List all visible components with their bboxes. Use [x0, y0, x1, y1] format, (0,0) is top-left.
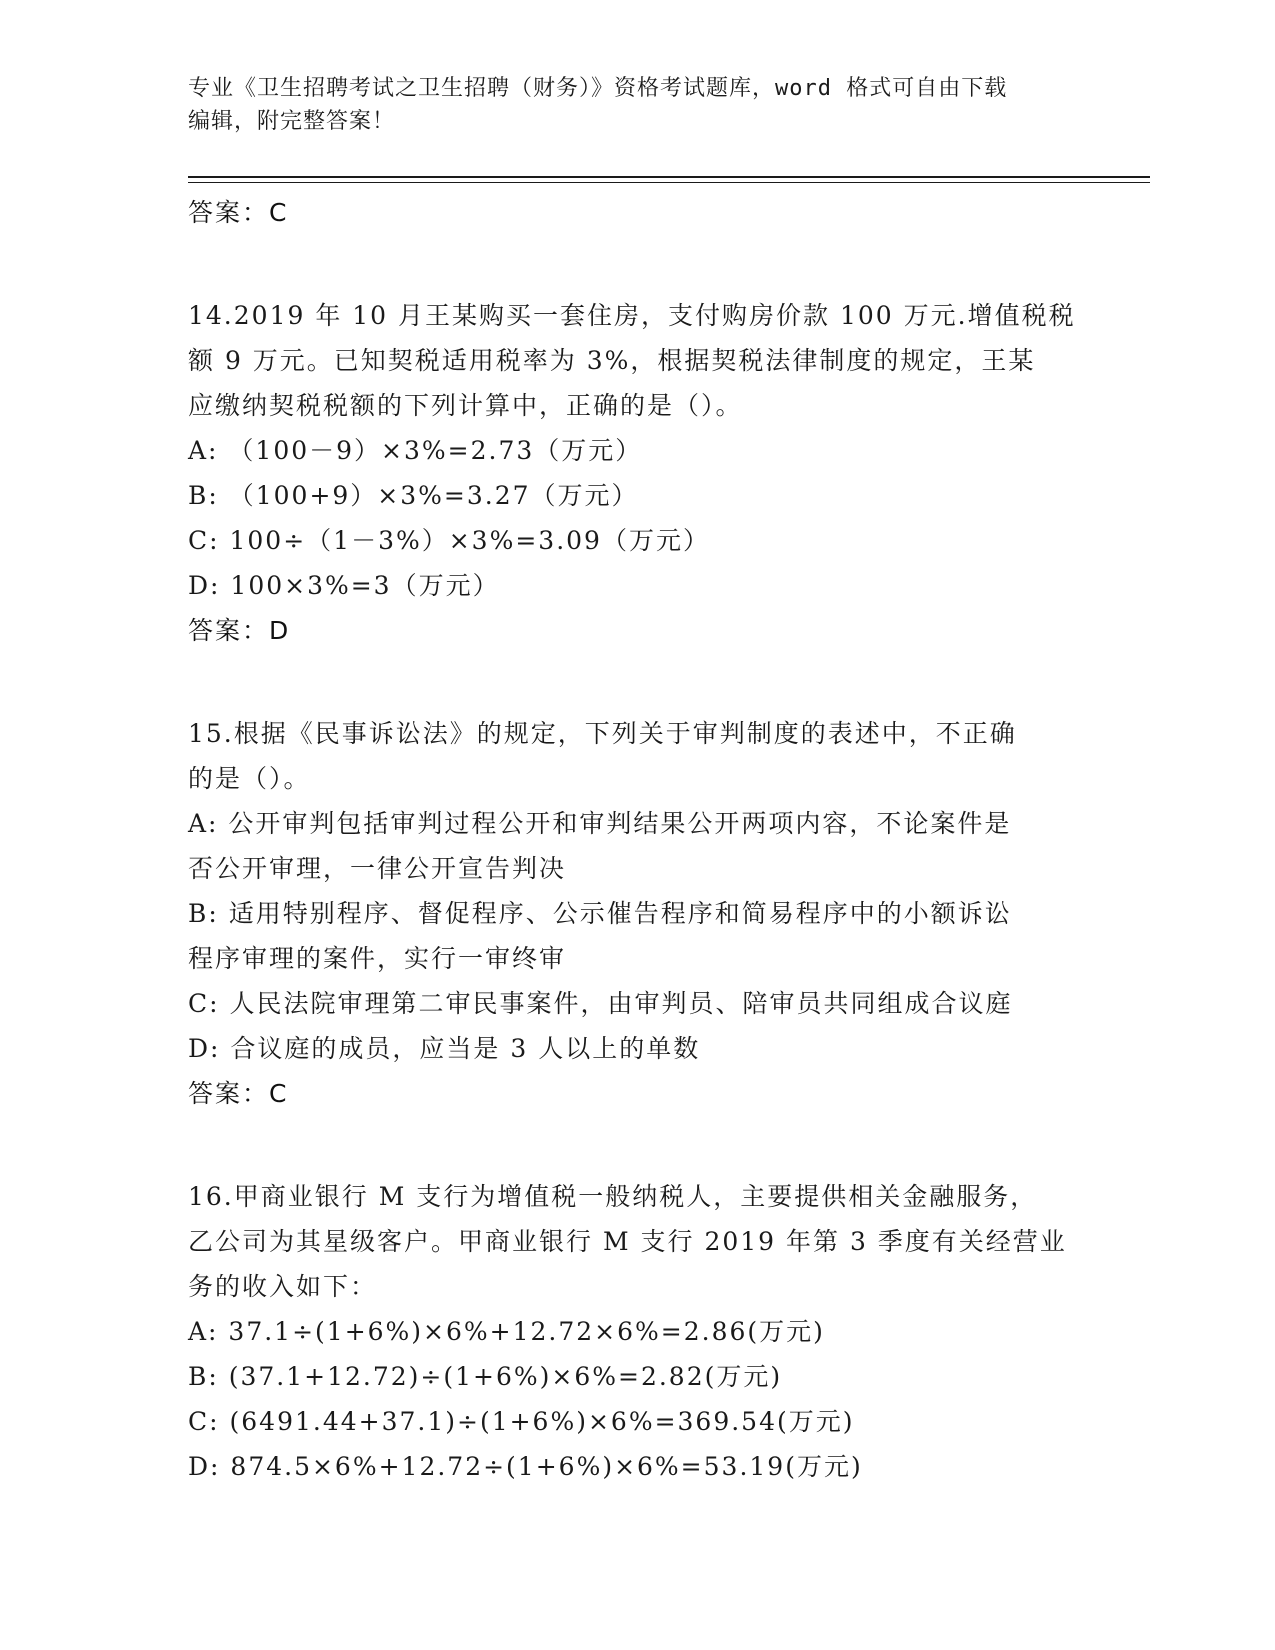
- option-c: C: 100÷（1－3%）×3%=3.09（万元）: [188, 526, 710, 555]
- question-stem-line: 务的收入如下：: [188, 1272, 378, 1301]
- option-d: D: 100×3%=3（万元）: [188, 571, 500, 600]
- option-b: B: 适用特别程序、督促程序、公示催告程序和简易程序中的小额诉讼: [188, 899, 1012, 928]
- option-a-continued: 否公开审理，一律公开宣告判决: [188, 854, 567, 883]
- option-d: D: 874.5×6%+12.72÷(1+6%)×6%=53.19(万元): [188, 1452, 863, 1481]
- option-a: A: （100－9）×3%=2.73（万元）: [188, 436, 643, 465]
- question-stem-line: 的是（）。: [188, 764, 311, 793]
- answer-q15: 答案：C: [188, 1079, 289, 1108]
- question-stem-line: 14.2019 年 10 月王某购买一套住房，支付购房价款 100 万元.增值税税: [188, 301, 1076, 330]
- option-c: C: (6491.44+37.1)÷(1+6%)×6%=369.54(万元): [188, 1407, 855, 1436]
- option-d: D: 合议庭的成员，应当是 3 人以上的单数: [188, 1034, 701, 1063]
- option-a: A: 37.1÷(1+6%)×6%+12.72×6%=2.86(万元): [188, 1317, 825, 1346]
- answer-q14: 答案：D: [188, 616, 291, 645]
- document-header: [188, 72, 1088, 138]
- question-stem-line: 16.甲商业银行 M 支行为增值税一般纳税人，主要提供相关金融服务，: [188, 1182, 1038, 1211]
- document-body: [188, 190, 1088, 1489]
- header-line-2: 编辑，附完整答案！: [188, 109, 396, 134]
- question-14: [188, 293, 1088, 653]
- answer-q13: 答案：C: [188, 198, 289, 227]
- header-line-1: 专业《卫生招聘考试之卫生招聘（财务）》资格考试题库，word 格式可自由下载: [188, 76, 1008, 101]
- option-a: A: 公开审判包括审判过程公开和审判结果公开两项内容，不论案件是: [188, 809, 1012, 838]
- header-divider-thin: [188, 182, 1150, 183]
- header-divider-thick: [188, 176, 1150, 178]
- question-stem-line: 乙公司为其星级客户。甲商业银行 M 支行 2019 年第 3 季度有关经营业: [188, 1227, 1067, 1256]
- question-15: [188, 711, 1088, 1116]
- option-c: C: 人民法院审理第二审民事案件，由审判员、陪审员共同组成合议庭: [188, 989, 1013, 1018]
- option-b: B: (37.1+12.72)÷(1+6%)×6%=2.82(万元): [188, 1362, 783, 1391]
- question-stem-line: 额 9 万元。已知契税适用税率为 3%，根据契税法律制度的规定，王某: [188, 346, 1036, 375]
- option-b-continued: 程序审理的案件，实行一审终审: [188, 944, 567, 973]
- question-stem-line: 应缴纳契税税额的下列计算中，正确的是（）。: [188, 391, 743, 420]
- question-stem-line: 15.根据《民事诉讼法》的规定，下列关于审判制度的表述中，不正确: [188, 719, 1017, 748]
- question-16: [188, 1174, 1088, 1489]
- option-b: B: （100+9）×3%=3.27（万元）: [188, 481, 639, 510]
